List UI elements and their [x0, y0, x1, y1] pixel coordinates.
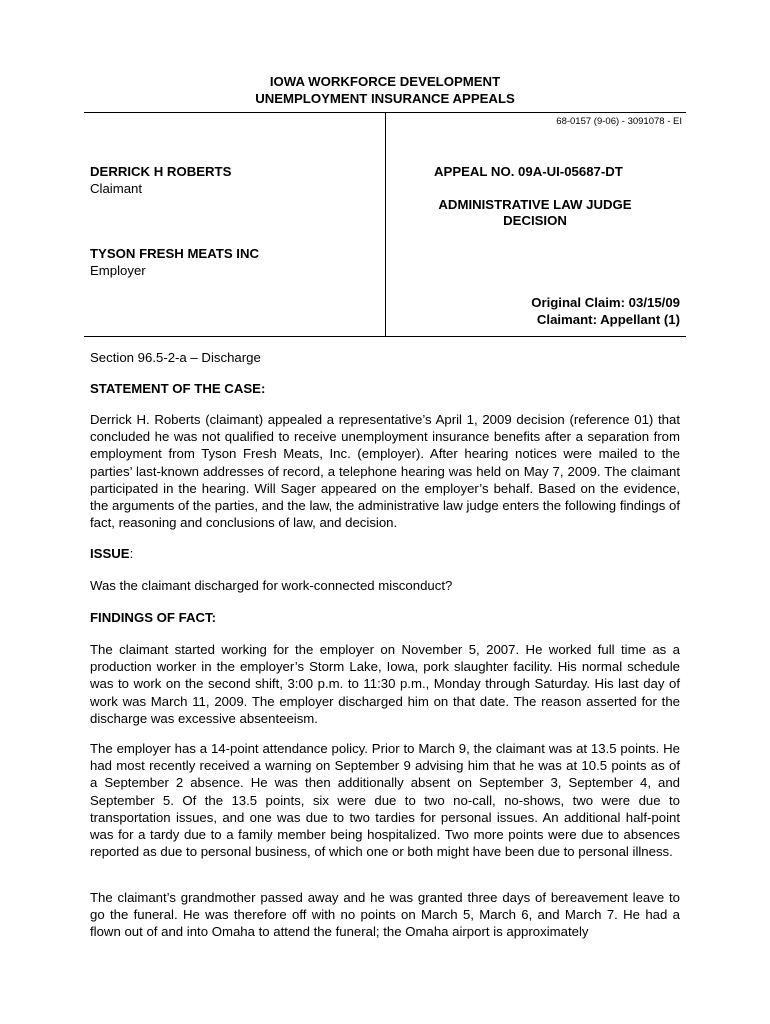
- issue-heading-line: [90, 545, 133, 562]
- findings-paragraph-2: The employer has a 14-point attendance policy. Prior to March 9, the claimant was at 13.5 points. He had most recently received a warning on September 9 advising him that he was at 10.5 points as of a September 2 absence. He was then additionally absent on September 3, September 4, and September 5. Of the 13.5 points, six were due to two no-call, no-shows, two were due to transportation issues, and one was due to two tardies for personal issues. An additional half-point was for a tardy due to a family member being hospitalized. Two more points were due to absences reported as due to personal business, of which one or both might have been due to personal illness.: [90, 741, 680, 860]
- findings-paragraph-1: The claimant started working for the employer on November 5, 2007. He worked full time as a production worker in the employer’s Storm Lake, Iowa, pork slaughter facility. His normal schedule was to work on the second shift, 3:00 p.m. to 11:30 p.m., Monday through Saturday. His last day of work was March 11, 2009. The employer discharged him on that date. The reason asserted for the discharge was excessive absenteeism.: [90, 642, 680, 726]
- claimant-role: Claimant: [90, 181, 143, 196]
- issue-paragraph: Was the claimant discharged for work-connected misconduct?: [90, 578, 453, 593]
- issue-heading: ISSUE: [90, 546, 130, 561]
- appeal-number: APPEAL NO. 09A-UI-05687-DT: [434, 164, 623, 179]
- findings-paragraph-3: The claimant’s grandmother passed away and he was granted three days of bereavement leave to go the funeral. He was therefore off with no points on March 5, March 6, and March 7. He had a flown out of and into Omaha to attend the funeral; the Omaha airport is approximately: [90, 890, 680, 940]
- statement-heading: STATEMENT OF THE CASE:: [90, 381, 266, 396]
- claimant-status: Claimant: Appellant (1): [536, 312, 680, 327]
- section-reference: Section 96.5-2-a – Discharge: [90, 350, 261, 365]
- claimant-name: DERRICK H ROBERTS: [90, 164, 232, 179]
- original-claim: Original Claim: 03/15/09: [531, 295, 680, 310]
- employer-name: TYSON FRESH MEATS INC: [90, 246, 260, 261]
- caption-bottom-rule: [84, 336, 686, 337]
- statement-paragraph: Derrick H. Roberts (claimant) appealed a representative’s April 1, 2009 decision (reference 01) that concluded he was not qualified to receive unemployment insurance benefits after a separation from employment from Tyson Fresh Meats, Inc. (employer). After hearing notices were mailed to the parties’ last-known addresses of record, a telephone hearing was held on May 7, 2009. The claimant participated in the hearing. Will Sager appeared on the employer’s behalf. Based on the evidence, the arguments of the parties, and the law, the administrative law judge enters the following findings of fact, reasoning and conclusions of law, and decision.: [90, 412, 680, 531]
- issue-heading-colon: :: [129, 546, 134, 561]
- division-title: UNEMPLOYMENT INSURANCE APPEALS: [255, 91, 515, 106]
- form-number: 68-0157 (9-06) - 3091078 - EI: [556, 116, 682, 127]
- employer-role: Employer: [90, 263, 146, 278]
- caption-divider: [385, 112, 386, 336]
- decision-title-line-2: DECISION: [503, 213, 567, 228]
- decision-title-line-1: ADMINISTRATIVE LAW JUDGE: [438, 197, 632, 212]
- findings-heading: FINDINGS OF FACT:: [90, 610, 217, 625]
- agency-title: IOWA WORKFORCE DEVELOPMENT: [269, 74, 501, 89]
